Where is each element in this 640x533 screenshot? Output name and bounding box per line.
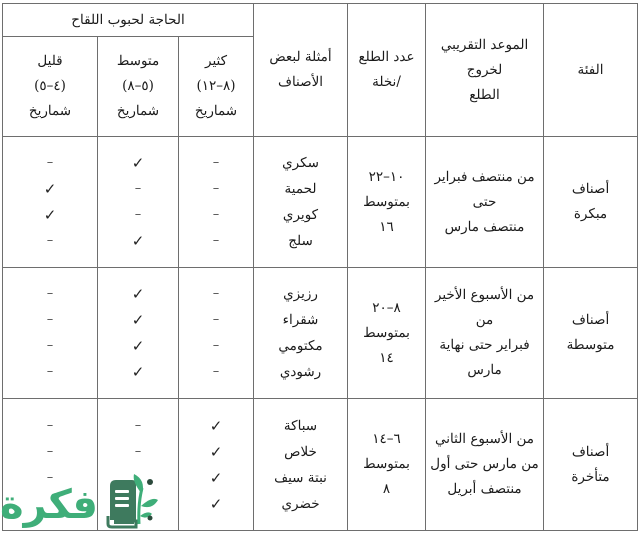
cell-timing — [426, 399, 544, 531]
dash-icon: – — [46, 155, 54, 170]
pollen-low-label: قليل — [37, 53, 63, 69]
date-palm-varieties-table — [2, 3, 638, 531]
checkmark-icon: ✓ — [209, 468, 223, 487]
spathes-line: ٨–٢٠ — [372, 299, 401, 316]
dash-icon: – — [212, 286, 220, 301]
timing-line: من — [475, 312, 494, 328]
timing-line: مارس — [467, 362, 502, 378]
cell-pollen-low — [3, 137, 98, 268]
spathes-line: ١٠–٢٢ — [368, 168, 405, 185]
dash-icon: – — [46, 286, 54, 301]
dash-icon: – — [212, 338, 220, 353]
checkmark-icon: ✓ — [209, 494, 223, 513]
cell-category — [544, 137, 638, 268]
checkmark-icon: ✓ — [43, 180, 57, 198]
spathes-line: بمتوسط — [363, 456, 410, 472]
variety-name: مكتومي — [278, 338, 323, 354]
category-line: متوسطة — [566, 337, 615, 353]
cell-timing — [426, 137, 544, 268]
dash-icon: – — [212, 312, 220, 327]
header-examples-line-2: الأصناف — [277, 74, 324, 90]
spathes-line: بمتوسط — [363, 324, 410, 341]
dash-icon: – — [46, 312, 54, 327]
cell-pollen-medium — [98, 268, 179, 399]
category-line: متأخرة — [571, 468, 610, 485]
variety-name: سلج — [288, 233, 313, 249]
variety-name: رشودي — [279, 364, 322, 380]
dash-icon: – — [212, 207, 220, 222]
cell-pollen-medium — [98, 399, 179, 531]
dash-icon: – — [212, 181, 220, 196]
pollen-medium-range: (٥–٨) — [122, 78, 154, 94]
header-timing-line-2: الطلع — [469, 86, 500, 103]
pollen-medium-label: متوسط — [116, 53, 160, 69]
category-line: أصناف — [571, 443, 610, 460]
variety-name: سباكة — [283, 417, 318, 434]
pollen-low-range: (٤–٥) — [34, 78, 66, 94]
cell-spathes-count — [348, 137, 426, 268]
timing-line: من منتصف فبراير — [434, 168, 535, 185]
cell-pollen-medium — [98, 137, 179, 268]
header-spathes-count — [348, 4, 426, 137]
cell-varieties — [254, 268, 348, 399]
header-pollen-high — [179, 37, 254, 137]
header-examples-line-1: أمثلة لبعض — [269, 49, 332, 65]
pollen-low-unit: شماريخ — [28, 103, 72, 119]
cell-category — [544, 399, 638, 531]
spathes-line: ١٦ — [379, 218, 394, 235]
cell-pollen-high — [179, 268, 254, 399]
spathes-line: بمتوسط — [363, 193, 410, 210]
cell-pollen-high — [179, 399, 254, 531]
timing-line: حتى — [472, 193, 497, 210]
timing-line: منتصف مارس — [444, 218, 525, 235]
header-timing-line-1: الموعد التقريبي لخروج — [440, 36, 529, 78]
pollen-high-unit: شماريخ — [194, 103, 238, 119]
checkmark-icon: ✓ — [43, 206, 57, 224]
dash-icon: – — [134, 443, 142, 459]
timing-line: من الأسبوع الأخير — [434, 287, 535, 303]
variety-name: خضري — [281, 495, 320, 512]
variety-name: خلاص — [284, 443, 317, 460]
cell-timing — [426, 268, 544, 399]
dash-icon: – — [46, 417, 54, 433]
header-pollen-group-label: الحاجة لحبوب اللقاح — [71, 11, 185, 28]
header-pollen-low — [3, 37, 98, 137]
header-timing — [426, 4, 544, 137]
dash-icon: – — [46, 233, 54, 248]
timing-line: فبراير حتى نهاية — [439, 337, 530, 353]
variety-name: شقراء — [282, 312, 319, 328]
cell-pollen-high — [179, 137, 254, 268]
checkmark-icon: ✓ — [131, 232, 145, 250]
timing-line: من الأسبوع الثاني — [435, 431, 535, 447]
checkmark-icon: ✓ — [131, 285, 145, 303]
variety-name: نبتة سيف — [274, 469, 327, 486]
checkmark-icon: ✓ — [209, 442, 223, 461]
variety-name: لحمية — [284, 181, 317, 197]
dash-icon: – — [46, 338, 54, 353]
spathes-line: ٦–١٤ — [372, 431, 401, 447]
timing-line: منتصف أبريل — [447, 481, 522, 497]
variety-name: رزيزي — [283, 286, 318, 302]
header-spathes-line-2: /نخلة — [372, 74, 401, 90]
spathes-line: ١٤ — [379, 349, 394, 366]
header-spathes-line-1: عدد الطلع — [358, 49, 415, 65]
pollen-medium-unit: شماريخ — [116, 103, 160, 119]
cell-pollen-low — [3, 399, 98, 531]
checkmark-icon: ✓ — [209, 416, 223, 435]
checkmark-icon: ✓ — [131, 337, 145, 355]
spathes-line: ٨ — [382, 481, 391, 497]
header-examples — [254, 4, 348, 137]
dash-icon: – — [212, 233, 220, 248]
variety-name: كويري — [282, 207, 319, 223]
watermark-text: فكرة — [0, 482, 98, 528]
table-row-late — [3, 399, 638, 531]
dash-icon: – — [46, 443, 54, 459]
variety-name: سكري — [282, 155, 319, 171]
header-pollen-medium — [98, 37, 179, 137]
dash-icon: – — [212, 364, 220, 379]
cell-pollen-low — [3, 268, 98, 399]
header-category-label: الفئة — [577, 61, 604, 78]
cell-spathes-count — [348, 268, 426, 399]
cell-varieties — [254, 399, 348, 531]
timing-line: من مارس حتى أول — [430, 456, 539, 472]
category-line: أصناف — [571, 312, 610, 328]
pollen-high-range: (٨–١٢) — [196, 78, 236, 94]
category-line: مبكرة — [573, 206, 608, 222]
dash-icon: – — [134, 181, 142, 196]
table-row-medium — [3, 268, 638, 399]
dash-icon: – — [134, 207, 142, 222]
header-category — [544, 4, 638, 137]
checkmark-icon: ✓ — [131, 363, 145, 381]
dash-icon: – — [212, 155, 220, 170]
cell-spathes-count — [348, 399, 426, 531]
dash-icon: – — [134, 417, 142, 433]
checkmark-icon: ✓ — [131, 311, 145, 329]
cell-category — [544, 268, 638, 399]
category-line: أصناف — [571, 181, 610, 197]
dash-icon: – — [46, 469, 54, 485]
dash-icon: – — [46, 364, 54, 379]
checkmark-icon: ✓ — [131, 154, 145, 172]
cell-varieties — [254, 137, 348, 268]
header-pollen-group — [3, 4, 254, 37]
table-row-early — [3, 137, 638, 268]
pollen-high-label: كثير — [205, 53, 228, 69]
